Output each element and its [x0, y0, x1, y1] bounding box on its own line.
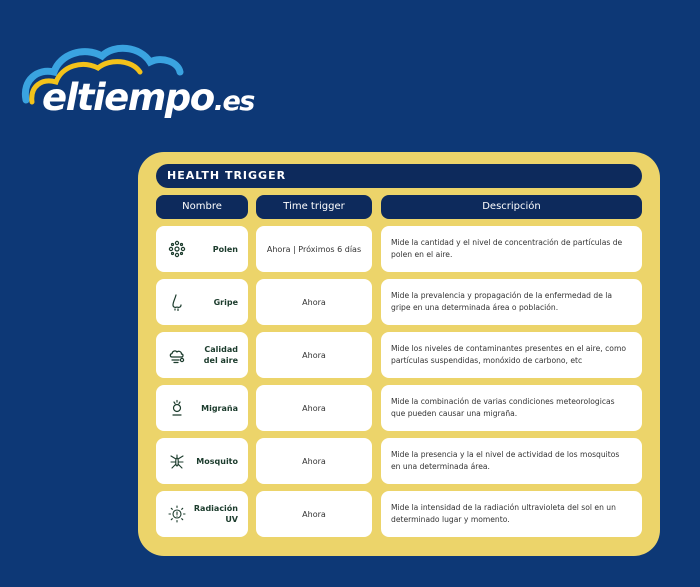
pollen-icon: [168, 240, 186, 258]
row-name-label: Calidad del aire: [203, 345, 238, 365]
row-desc-mosquito: Mide la presencia y la el nivel de actividad de los mosquitos en una determinada área.: [381, 438, 642, 484]
uv-sun-icon: [168, 505, 186, 523]
row-name-calidad-aire: [156, 332, 248, 378]
row-desc-polen: Mide la cantidad y el nivel de concentración de partículas de polen en el aire.: [381, 226, 642, 272]
row-time-calidad-aire: Ahora: [256, 332, 372, 378]
row-name-gripe: [156, 279, 248, 325]
row-name-polen: [156, 226, 248, 272]
logo-text: [42, 76, 254, 119]
eltiempo-logo[interactable]: [18, 40, 268, 130]
panel-title: HEALTH TRIGGER: [156, 164, 642, 188]
row-time-polen: Ahora | Próximos 6 días: [256, 226, 372, 272]
nose-icon: [168, 293, 186, 311]
row-desc-migrana: Mide la combinación de varias condiciones meteorologicas que pueden causar una migraña.: [381, 385, 642, 431]
logo-suffix: .es: [213, 86, 254, 117]
row-time-radiacion-uv: Ahora: [256, 491, 372, 537]
cloud-smog-icon: [168, 346, 186, 364]
row-name-radiacion-uv: [156, 491, 248, 537]
row-name-label: Mosquito: [196, 456, 238, 466]
row-time-migrana: Ahora: [256, 385, 372, 431]
head-pain-icon: [168, 399, 186, 417]
health-trigger-panel: [138, 152, 660, 556]
header-nombre: Nombre: [156, 195, 248, 219]
logo-main: eltiempo: [42, 76, 214, 119]
row-name-label: Gripe: [213, 297, 238, 307]
header-descripcion: Descripción: [381, 195, 642, 219]
header-time-trigger: Time trigger: [256, 195, 372, 219]
row-desc-radiacion-uv: Mide la intensidad de la radiación ultravioleta del sol en un determinado lugar y momento.: [381, 491, 642, 537]
row-name-label: Polen: [212, 244, 238, 254]
row-name-mosquito: [156, 438, 248, 484]
row-name-migrana: [156, 385, 248, 431]
row-desc-calidad-aire: Mide los niveles de contaminantes presentes en el aire, como partículas suspendidas, monóxido de carbono, etc: [381, 332, 642, 378]
row-desc-gripe: Mide la prevalencia y propagación de la enfermedad de la gripe en una determinada área o población.: [381, 279, 642, 325]
mosquito-icon: [168, 452, 186, 470]
row-time-mosquito: Ahora: [256, 438, 372, 484]
row-name-label: Migraña: [201, 403, 238, 413]
row-time-gripe: Ahora: [256, 279, 372, 325]
row-name-label: Radiación UV: [193, 504, 238, 524]
